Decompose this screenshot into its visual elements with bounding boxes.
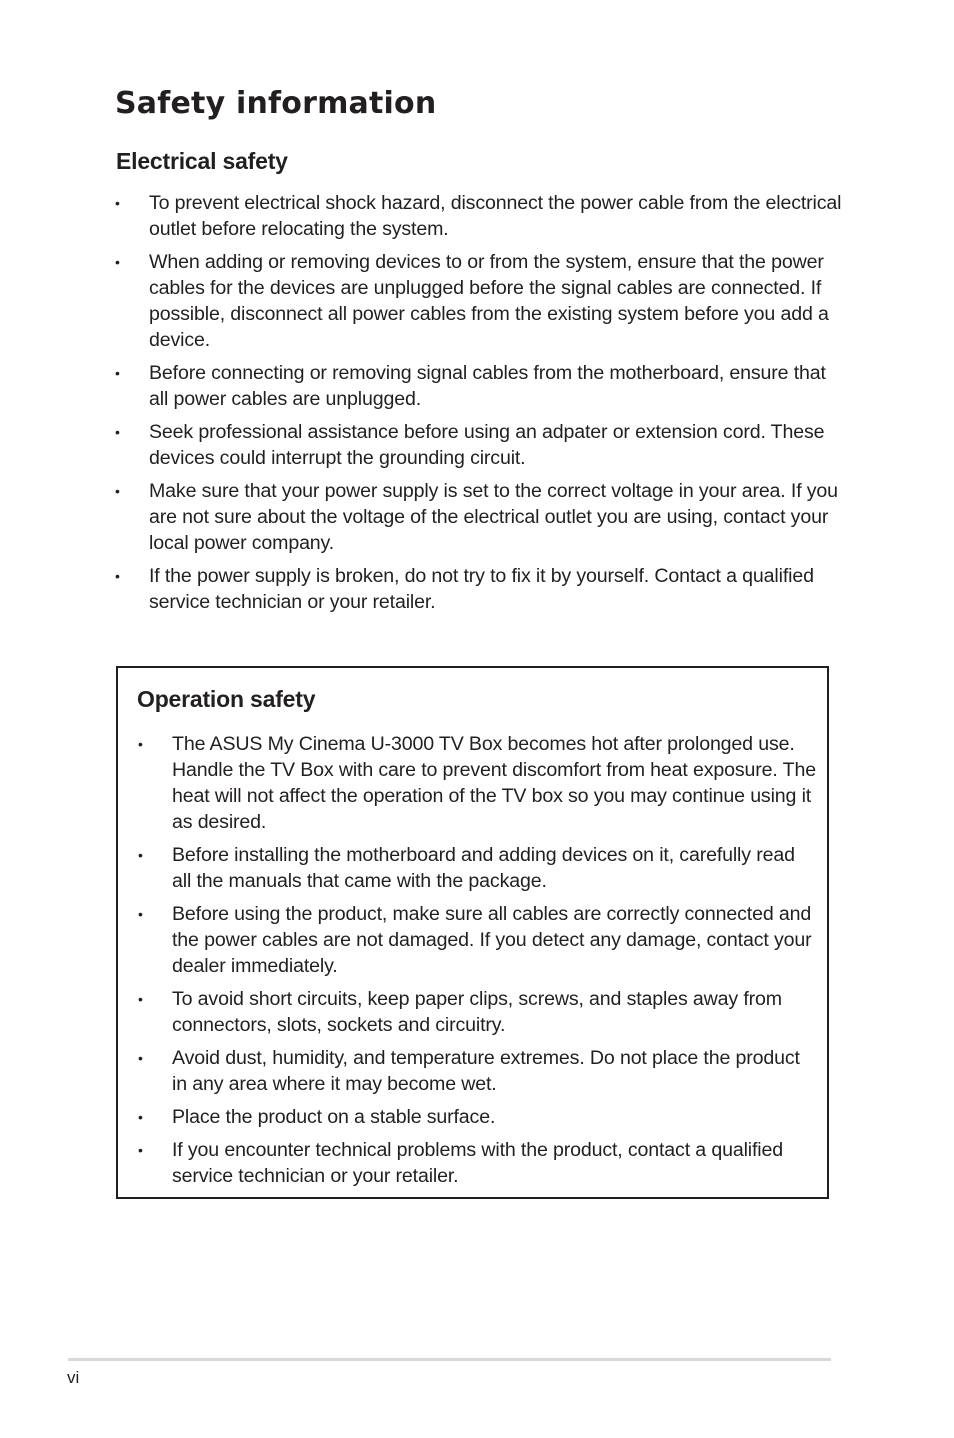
list-item — [115, 190, 845, 242]
list-item — [115, 419, 845, 471]
bullet-icon: • — [138, 736, 143, 752]
footer-divider — [68, 1358, 831, 1361]
list-item-text: Place the product on a stable surface. — [172, 1106, 496, 1128]
list-item-text: Make sure that your power supply is set to the correct voltage in your area. If you are not sure about the voltage of the electrical outlet you are using, contact your local power company. — [149, 480, 838, 554]
bullet-icon: • — [115, 483, 120, 499]
list-item-text: Before using the product, make sure all cables are correctly connected and the power cables are not damaged. If you detect any damage, contact your dealer immediately. — [172, 903, 812, 977]
bullet-icon: • — [115, 254, 120, 270]
list-item — [115, 563, 845, 615]
list-item-text: To avoid short circuits, keep paper clips, screws, and staples away from connectors, slots, sockets and circuitry. — [172, 988, 782, 1036]
bullet-icon: • — [115, 365, 120, 381]
list-item-text: If the power supply is broken, do not try to fix it by yourself. Contact a qualified service technician or your retailer. — [149, 565, 814, 613]
bullet-icon: • — [138, 991, 143, 1007]
list-item — [138, 1104, 818, 1130]
bullet-icon: • — [115, 424, 120, 440]
list-item-text: When adding or removing devices to or from the system, ensure that the power cables for the devices are unplugged before the signal cables are connected. If possible, disconnect all power cables from the existing system before you add a device. — [149, 251, 829, 351]
electrical-safety-list — [115, 190, 845, 622]
bullet-icon: • — [138, 1109, 143, 1125]
list-item — [138, 1137, 818, 1189]
operation-safety-list — [138, 731, 818, 1196]
list-item — [138, 986, 818, 1038]
bullet-icon: • — [138, 1050, 143, 1066]
list-item-text: To prevent electrical shock hazard, disconnect the power cable from the electrical outlet before relocating the system. — [149, 192, 842, 240]
list-item — [138, 901, 818, 979]
list-item — [138, 731, 818, 835]
operation-safety-box — [116, 666, 829, 1199]
list-item — [115, 360, 845, 412]
bullet-icon: • — [138, 847, 143, 863]
page-title: Safety information — [115, 86, 437, 121]
list-item-text: Before installing the motherboard and adding devices on it, carefully read all the manuals that came with the package. — [172, 844, 795, 892]
list-item — [138, 1045, 818, 1097]
list-item-text: The ASUS My Cinema U-3000 TV Box becomes hot after prolonged use. Handle the TV Box with care to prevent discomfort from heat exposure. The heat will not affect the operation of the TV box so you may continue using it as desired. — [172, 733, 816, 833]
bullet-icon: • — [138, 906, 143, 922]
page-number: vi — [67, 1368, 80, 1387]
bullet-icon: • — [115, 195, 120, 211]
bullet-icon: • — [138, 1142, 143, 1158]
list-item — [115, 478, 845, 556]
list-item — [138, 842, 818, 894]
list-item — [115, 249, 845, 353]
list-item-text: Before connecting or removing signal cables from the motherboard, ensure that all power cables are unplugged. — [149, 362, 826, 410]
operation-safety-heading: Operation safety — [137, 686, 316, 712]
list-item-text: Seek professional assistance before using an adpater or extension cord. These devices could interrupt the grounding circuit. — [149, 421, 825, 469]
bullet-icon: • — [115, 568, 120, 584]
list-item-text: If you encounter technical problems with the product, contact a qualified service technician or your retailer. — [172, 1139, 783, 1187]
list-item-text: Avoid dust, humidity, and temperature extremes. Do not place the product in any area where it may become wet. — [172, 1047, 800, 1095]
electrical-safety-heading: Electrical safety — [116, 148, 288, 174]
